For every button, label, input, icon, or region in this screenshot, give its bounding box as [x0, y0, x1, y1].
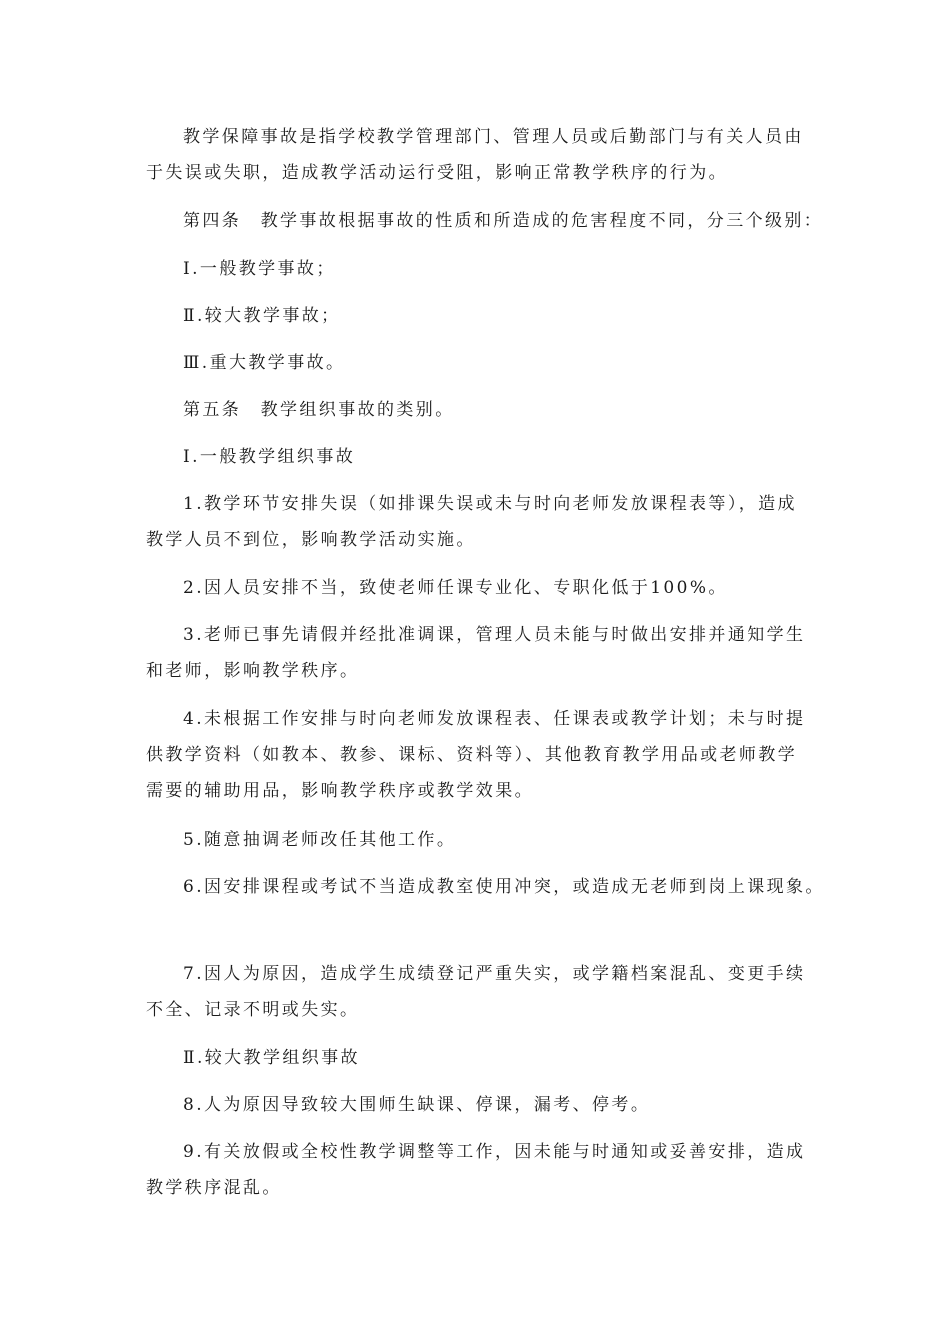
paragraph-item-6: 6.因安排课程或考试不当造成教室使用冲突，或造成无老师到岗上课现象。: [183, 877, 825, 897]
paragraph-article-5: 第五条 教学组织事故的类别。: [183, 400, 455, 420]
paragraph-item-3: 3.老师已事先请假并经批准调课，管理人员未能与时做出安排并通知学生和老师，影响教学秩序。: [146, 625, 806, 681]
paragraph-item-1: 1.教学环节安排失误（如排课失误或未与时向老师发放课程表等），造成教学人员不到位，影响教学活动实施。: [146, 494, 797, 550]
paragraph-item-7: 7.因人为原因，造成学生成绩登记严重失实，或学籍档案混乱、变更手续不全、记录不明或失实。: [146, 964, 806, 1020]
paragraph-level-2: Ⅱ.较大教学事故；: [183, 306, 341, 326]
paragraph-level-1: Ⅰ.一般教学事故；: [183, 259, 336, 279]
paragraph-item-9: 9.有关放假或全校性教学调整等工作，因未能与时通知或妥善安排，造成教学秩序混乱。: [146, 1142, 806, 1198]
paragraph-item-4: 4.未根据工作安排与时向老师发放课程表、任课表或教学计划；未与时提供教学资料（如教本、教参、课标、资料等）、其他教育教学用品或老师教学需要的辅助用品，影响教学秩序或教学效果。: [146, 709, 806, 801]
paragraph-item-8: 8.人为原因导致较大围师生缺课、停课，漏考、停考。: [183, 1095, 651, 1115]
paragraph-teaching-support-accident: 教学保障事故是指学校教学管理部门、管理人员或后勤部门与有关人员由于失误或失职，造成教学活动运行受阻，影响正常教学秩序的行为。: [146, 127, 804, 183]
paragraph-item-5: 5.随意抽调老师改任其他工作。: [183, 830, 457, 850]
paragraph-general-organization-accident: Ⅰ.一般教学组织事故: [183, 447, 356, 467]
paragraph-level-3: Ⅲ.重大教学事故。: [183, 353, 346, 373]
paragraph-item-2: 2.因人员安排不当，致使老师任课专业化、专职化低于100%。: [183, 578, 728, 598]
paragraph-article-4: 第四条 教学事故根据事故的性质和所造成的危害程度不同，分三个级别：: [183, 211, 824, 231]
paragraph-major-organization-accident: Ⅱ.较大教学组织事故: [183, 1048, 360, 1068]
